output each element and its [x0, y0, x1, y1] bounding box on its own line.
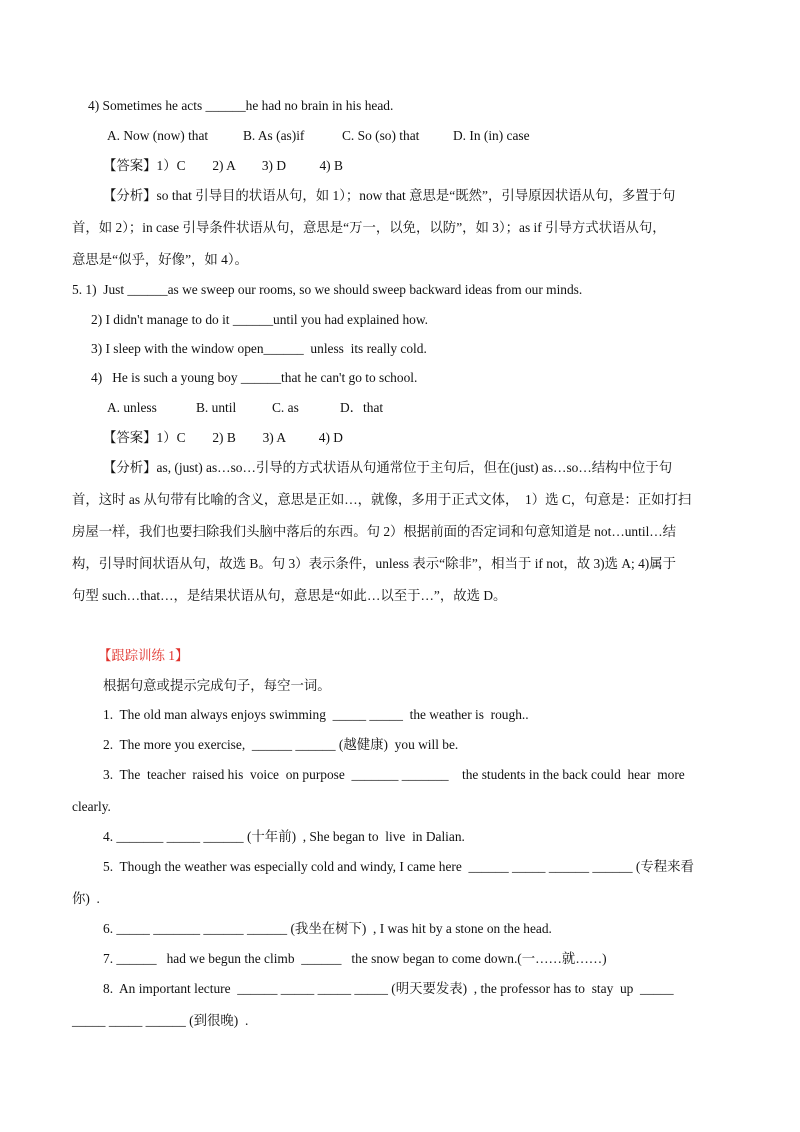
q5-option-a: A. unless [107, 400, 157, 415]
q4-analysis-line-3: 意思是“似乎，好像”，如 4）。 [72, 252, 248, 267]
q4-option-a: A. Now (now) that [107, 128, 209, 143]
practice-line-2: 2. The more you exercise, ______ ______ (越健康) you will be. [103, 737, 459, 752]
q5-option-b: B. until [196, 400, 237, 415]
q5-line-2: 2) I didn't manage to do it ______until you had explained how. [91, 312, 428, 327]
q5-line-1: 5. 1) Just ______as we sweep our rooms, so we should sweep backward ideas from our minds. [72, 282, 583, 297]
q5-line-4: 4) He is such a young boy ______that he can't go to school. [91, 370, 418, 385]
q4-analysis-line-1: 【分析】so that 引导目的状语从句，如 1）；now that 意思是“既然”，引导原因状语从句，多置于句 [103, 188, 676, 203]
q5-analysis-line-2: 首，这时 as 从句带有比喻的含义，意思是正如…，就像，多用于正式文体， 1）选 C，句意是：正如打扫 [72, 492, 692, 507]
q5-analysis-line-1: 【分析】as, (just) as…so…引导的方式状语从句通常位于主句后，但在(just) as…so…结构中位于句 [103, 460, 673, 475]
practice-line-8-cont: _____ _____ ______ (到很晚) . [72, 1013, 249, 1028]
q5-analysis-line-3: 房屋一样，我们也要扫除我们头脑中落后的东西。句 2）根据前面的否定词和句意知道是 not…until…结 [72, 524, 677, 539]
q5-analysis-line-5: 句型 such…that…，是结果状语从句，意思是“如此…以至于…”，故选 D。 [72, 588, 507, 603]
practice-line-7: 7. ______ had we begun the climb ______ the snow began to come down.(一……就……) [103, 951, 607, 966]
practice-line-3-cont: clearly. [72, 799, 111, 814]
q5-option-d: D．that [340, 400, 384, 415]
q4-option-d: D. In (in) case [453, 128, 530, 143]
practice-line-5-cont: 你) . [72, 891, 100, 906]
q4-option-c: C. So (so) that [342, 128, 420, 143]
practice-line-1: 1. The old man always enjoys swimming _____ _____ the weather is rough.. [103, 707, 529, 722]
practice-line-3: 3. The teacher raised his voice on purpose _______ _______ the students in the back could hear more [103, 767, 685, 782]
practice-instruction: 根据句意或提示完成句子，每空一词。 [103, 678, 331, 693]
practice-line-5: 5. Though the weather was especially cold and windy, I came here ______ _____ ______ ______ (专程来看 [103, 859, 694, 874]
q4-answer: 【答案】1）C 2) A 3) D 4) B [103, 158, 343, 173]
q4-option-b: B. As (as)if [243, 128, 305, 143]
practice-line-6: 6. _____ _______ ______ ______ (我坐在树下) , I was hit by a stone on the head. [103, 921, 552, 936]
q5-answer: 【答案】1）C 2) B 3) A 4) D [103, 430, 343, 445]
practice-heading: 【跟踪训练 1】 [98, 648, 189, 663]
q4-analysis-line-2: 首，如 2）；in case 引导条件状语从句，意思是“万一，以免，以防”，如 3）；as if 引导方式状语从句， [72, 220, 666, 235]
q5-line-3: 3) I sleep with the window open______ unless its really cold. [91, 341, 427, 356]
q5-analysis-line-4: 构，引导时间状语从句，故选 B。句 3）表示条件，unless 表示“除非”，相当于 if not，故 3)选 A; 4)属于 [72, 556, 677, 571]
q4-stem: 4) Sometimes he acts ______he had no brain in his head. [88, 98, 394, 113]
q5-option-c: C. as [272, 400, 299, 415]
practice-line-4: 4. _______ _____ ______ (十年前) , She began to live in Dalian. [103, 829, 465, 844]
practice-line-8: 8. An important lecture ______ _____ _____ _____ (明天要发表) , the professor has to stay up _____ [103, 981, 674, 996]
